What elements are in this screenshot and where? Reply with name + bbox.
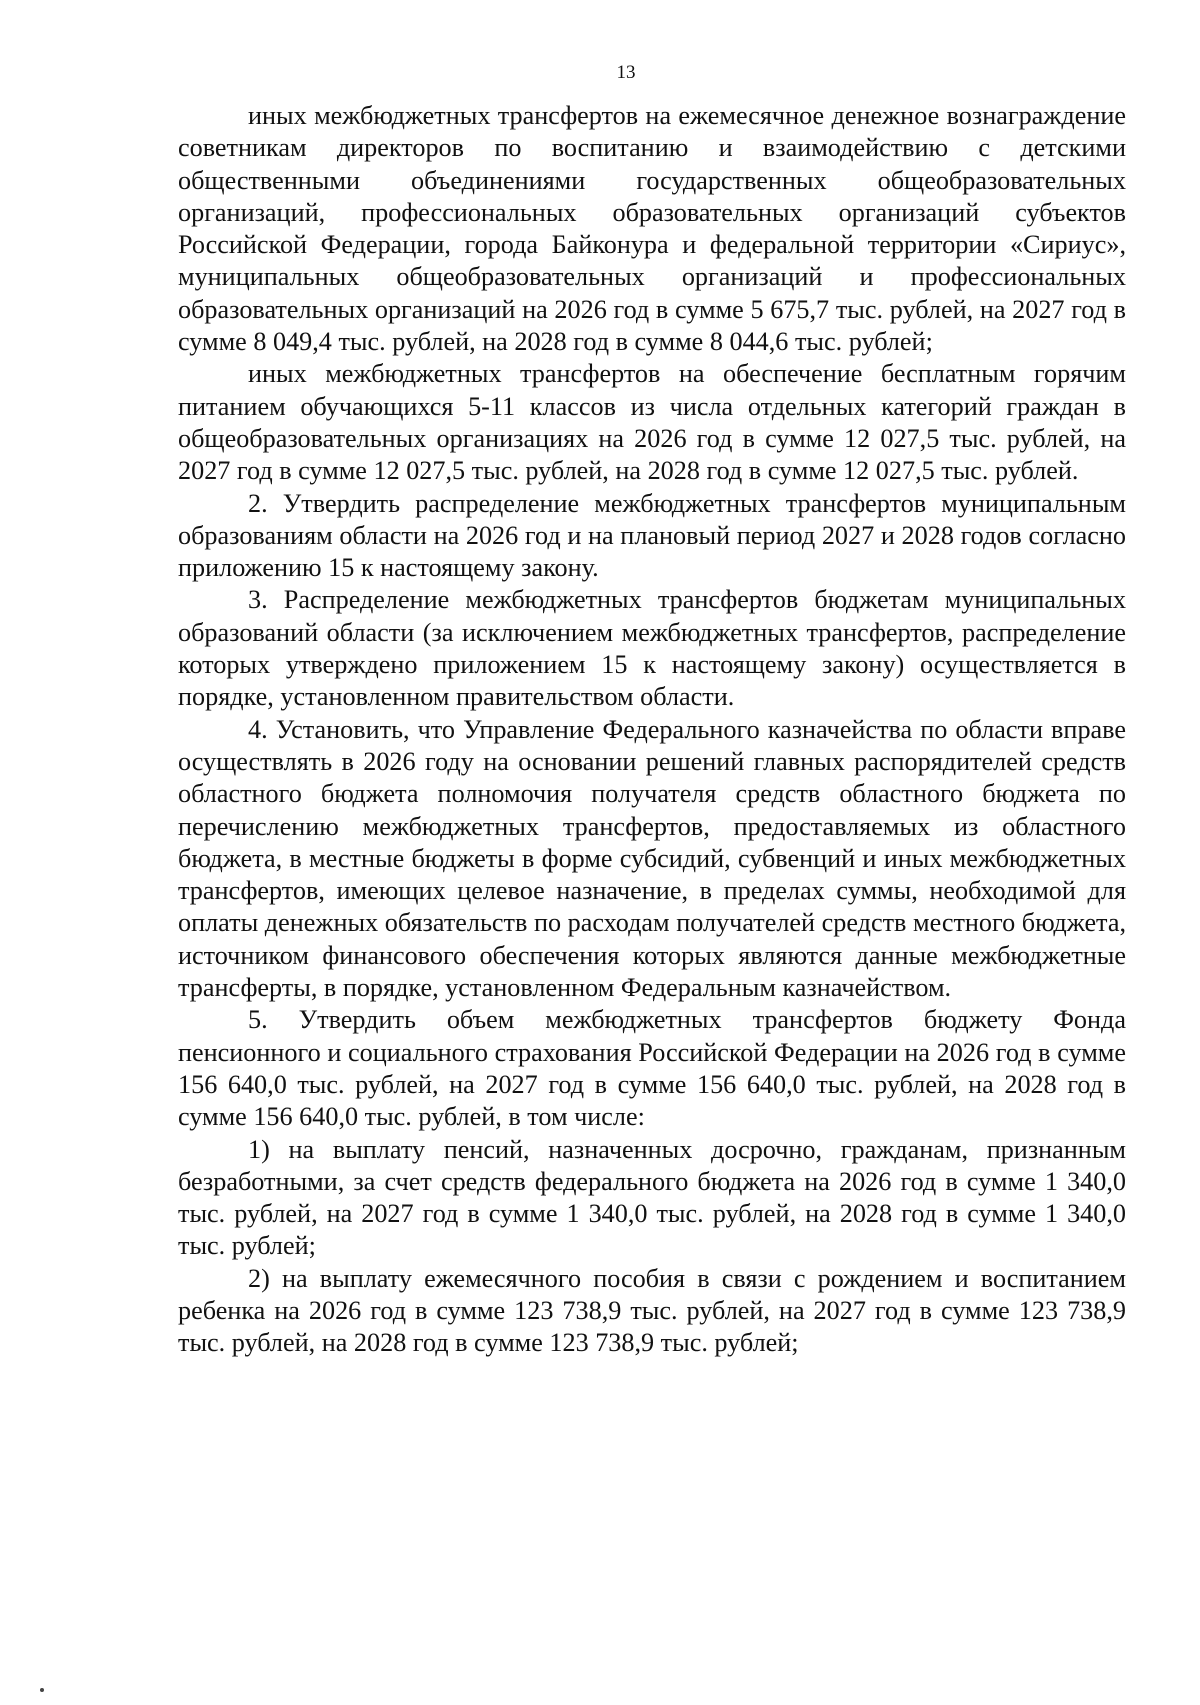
paragraph-item-5-pension-fund: 5. Утвердить объем межбюджетных трансфертов бюджету Фонда пенсионного и социального страхования Российской Федерации на 2026 год в сумме 156 640,0 тыс. рублей, на 2027 год в сумме 156 640,0 тыс. рублей, на 2028 год в сумме 156 640,0 тыс. рублей, в том числе:: [178, 1005, 1126, 1132]
paragraph-item-3-distribution-order: 3. Распределение межбюджетных трансфертов бюджетам муниципальных образований области (за исключением межбюджетных трансфертов, распределение которых утверждено приложением 15 к настоящему закону) осуществляется в порядке, установленном правительством области.: [178, 585, 1126, 712]
document-body: [178, 100, 1126, 1360]
paragraph-advisors-remuneration: иных межбюджетных трансфертов на ежемесячное денежное вознаграждение советникам директоров по воспитанию и взаимодействию с детскими общественными объединениями государственных общеобразовательных организаций, профессиональных образовательных организаций субъектов Российской Федерации, города Байконура и федеральной территории «Сириус», муниципальных общеобразовательных организаций и профессиональных образовательных организаций на 2026 год в сумме 5 675,7 тыс. рублей, на 2027 год в сумме 8 049,4 тыс. рублей, на 2028 год в сумме 8 044,6 тыс. рублей;: [178, 101, 1126, 357]
paragraph-subitem-1-pensions: 1) на выплату пенсий, назначенных досрочно, гражданам, признанным безработными, за счет средств федерального бюджета на 2026 год в сумме 1 340,0 тыс. рублей, на 2027 год в сумме 1 340,0 тыс. рублей, на 2028 год в сумме 1 340,0 тыс. рублей;: [178, 1134, 1126, 1261]
paragraph-item-4-treasury-powers: 4. Установить, что Управление Федерального казначейства по области вправе осуществлять в 2026 году на основании решений главных распорядителей средств областного бюджета полномочия получателя средств областного бюджета по перечислению межбюджетных трансфертов, предоставляемых из областного бюджета, в местные бюджеты в форме субсидий, субвенций и иных межбюджетных трансфертов, имеющих целевое назначение, в пределах суммы, необходимой для оплаты денежных обязательств по расходам получателей средств местного бюджета, источником финансового обеспечения которых являются данные межбюджетные трансферты, в порядке, установленном Федеральным казначейством.: [178, 714, 1126, 1003]
scan-dot-mark: [40, 1688, 44, 1692]
paragraph-subitem-2-child-allowance: 2) на выплату ежемесячного пособия в связи с рождением и воспитанием ребенка на 2026 год в сумме 123 738,9 тыс. рублей, на 2027 год в сумме 123 738,9 тыс. рублей, на 2028 год в сумме 123 738,9 тыс. рублей;: [178, 1263, 1126, 1358]
page-number: 13: [616, 62, 636, 83]
paragraph-hot-meals: иных межбюджетных трансфертов на обеспечение бесплатным горячим питанием обучающихся 5-11 классов из числа отдельных категорий граждан в общеобразовательных организациях на 2026 год в сумме 12 027,5 тыс. рублей, на 2027 год в сумме 12 027,5 тыс. рублей, на 2028 год в сумме 12 027,5 тыс. рублей.: [178, 359, 1126, 486]
paragraph-item-2-distribution: 2. Утвердить распределение межбюджетных трансфертов муниципальным образованиям области на 2026 год и на плановый период 2027 и 2028 годов согласно приложению 15 к настоящему закону.: [178, 488, 1126, 583]
